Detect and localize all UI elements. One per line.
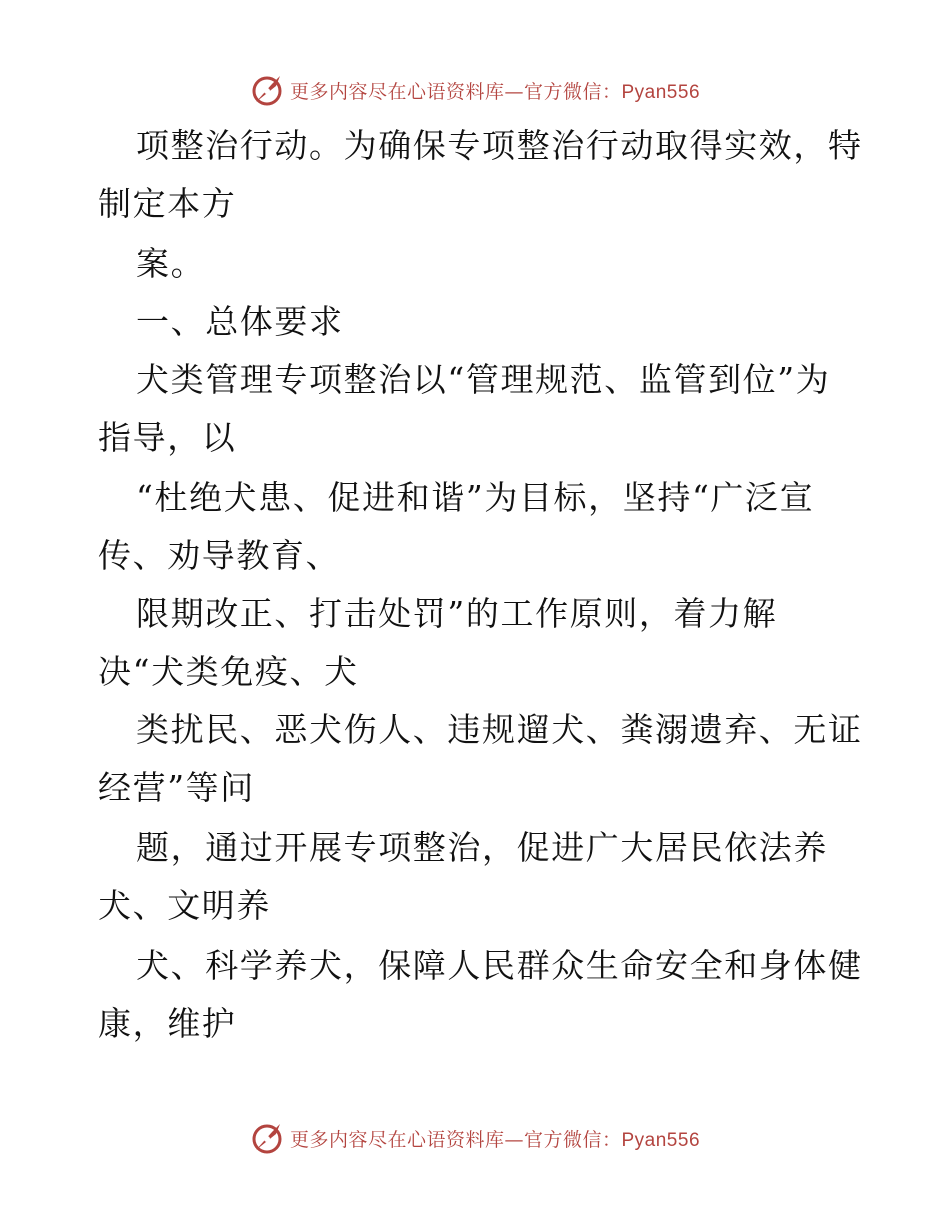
quill-logo-icon [250, 72, 286, 108]
quill-logo-icon [250, 1120, 286, 1156]
footer-banner [0, 1118, 950, 1158]
text-line: 犬、科学养犬，保障人民群众生命安全和身体健 [136, 946, 863, 985]
text-line: 项整治行动。为确保专项整治行动取得实效，特 [136, 126, 863, 165]
banner-text [290, 1125, 700, 1152]
text-line: 指导，以 [98, 418, 237, 457]
banner-site-text: 更多内容尽在心语资料库— [289, 1128, 524, 1151]
banner-wechat-label: 官方微信： [523, 1128, 622, 1151]
text-line: 决“犬类免疫、犬 [98, 652, 359, 691]
banner-wechat-id: Pyan556 [621, 1129, 701, 1151]
text-line: 题，通过开展专项整治，促进广大居民依法养 [136, 828, 828, 867]
text-line: 犬、文明养 [98, 886, 271, 925]
text-line: 经营”等问 [98, 768, 255, 807]
text-line: 类扰民、恶犬伤人、违规遛犬、粪溺遗弃、无证 [136, 710, 863, 749]
text-line: 康，维护 [98, 1004, 237, 1043]
banner-wechat-id: Pyan556 [621, 81, 701, 103]
text-line: 传、劝导教育、 [98, 536, 341, 575]
banner-text [290, 77, 700, 104]
text-line: 制定本方 [98, 184, 237, 223]
text-line: 犬类管理专项整治以“管理规范、监管到位”为 [136, 360, 831, 399]
section-heading: 一、总体要求 [136, 302, 344, 341]
header-banner [0, 70, 950, 110]
text-line: 案。 [136, 244, 206, 283]
banner-site-text: 更多内容尽在心语资料库— [289, 80, 524, 103]
banner-wechat-label: 官方微信： [523, 80, 622, 103]
text-line: “杜绝犬患、促进和谐”为目标，坚持“广泛宣 [136, 478, 815, 517]
text-line: 限期改正、打击处罚”的工作原则，着力解 [136, 594, 778, 633]
